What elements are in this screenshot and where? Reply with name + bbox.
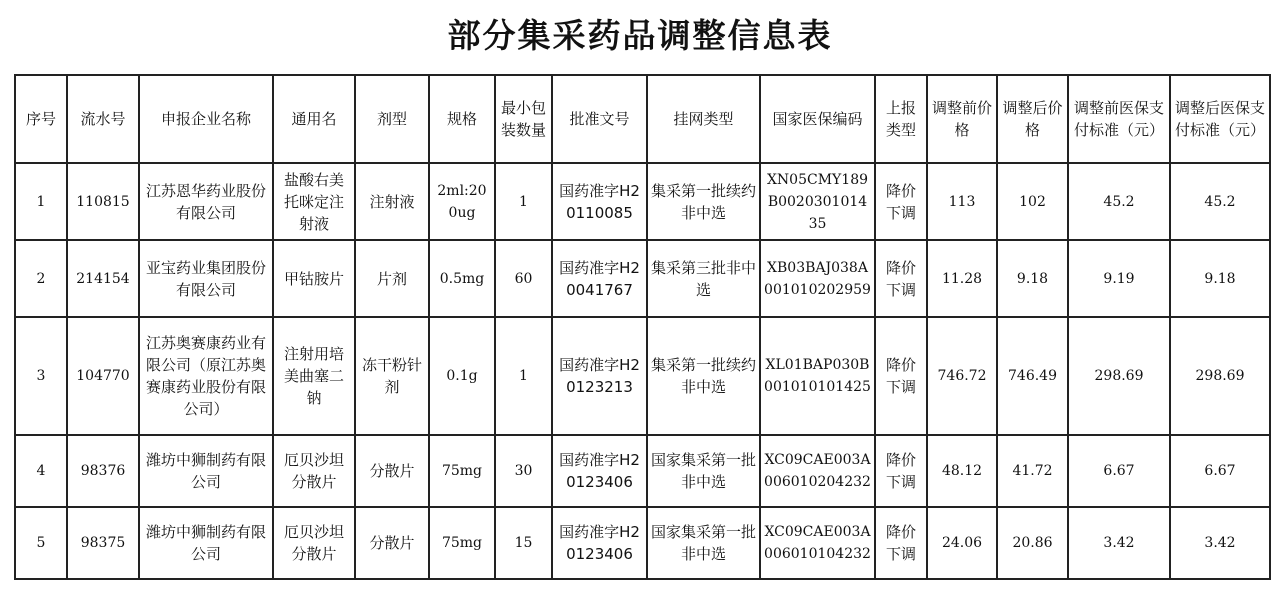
cell-insurance-code: XB03BAJ038A001010202959 [760,240,875,317]
cell-dosage-form: 分散片 [355,507,429,579]
table-row [15,507,1270,579]
cell-approval-number: 国药准字H20123213 [552,317,647,435]
cell-dosage-form: 片剂 [355,240,429,317]
cell-generic-name: 厄贝沙坦分散片 [273,507,355,579]
cell-standard-after: 6.67 [1170,435,1270,507]
cell-listing-type: 集采第一批续约非中选 [647,317,760,435]
cell-price-after: 9.18 [997,240,1068,317]
header-standard-before: 调整前医保支付标准（元） [1068,75,1170,163]
drug-adjustment-table [14,74,1271,580]
cell-dosage-form: 分散片 [355,435,429,507]
page-title: 部分集采药品调整信息表 [447,16,833,55]
cell-approval-number: 国药准字H20123406 [552,435,647,507]
cell-standard-before: 6.67 [1068,435,1170,507]
header-generic-name: 通用名 [273,75,355,163]
cell-standard-after: 45.2 [1170,163,1270,240]
cell-generic-name: 盐酸右美托咪定注射液 [273,163,355,240]
cell-serial: 110815 [67,163,139,240]
cell-report-type: 降价下调 [875,240,927,317]
cell-min-pack: 1 [495,317,552,435]
cell-listing-type: 集采第一批续约非中选 [647,163,760,240]
cell-standard-before: 45.2 [1068,163,1170,240]
cell-price-before: 48.12 [927,435,997,507]
cell-approval-number: 国药准字H20123406 [552,507,647,579]
cell-serial: 98375 [67,507,139,579]
cell-seq: 1 [15,163,67,240]
cell-serial: 214154 [67,240,139,317]
cell-generic-name: 注射用培美曲塞二钠 [273,317,355,435]
table-row [15,317,1270,435]
cell-serial: 104770 [67,317,139,435]
cell-dosage-form: 冻干粉针剂 [355,317,429,435]
cell-price-after: 20.86 [997,507,1068,579]
cell-report-type: 降价下调 [875,163,927,240]
cell-price-after: 41.72 [997,435,1068,507]
cell-standard-after: 3.42 [1170,507,1270,579]
cell-approval-number: 国药准字H20041767 [552,240,647,317]
cell-serial: 98376 [67,435,139,507]
header-listing-type: 挂网类型 [647,75,760,163]
cell-standard-before: 9.19 [1068,240,1170,317]
header-standard-after: 调整后医保支付标准（元） [1170,75,1270,163]
table-header-row [15,75,1270,163]
cell-spec: 0.5mg [429,240,495,317]
cell-generic-name: 厄贝沙坦分散片 [273,435,355,507]
cell-price-after: 746.49 [997,317,1068,435]
cell-listing-type: 集采第三批非中选 [647,240,760,317]
cell-approval-number: 国药准字H20110085 [552,163,647,240]
cell-spec: 0.1g [429,317,495,435]
cell-seq: 2 [15,240,67,317]
cell-company: 亚宝药业集团股份有限公司 [139,240,273,317]
cell-standard-after: 9.18 [1170,240,1270,317]
cell-spec: 75mg [429,507,495,579]
header-insurance-code: 国家医保编码 [760,75,875,163]
cell-min-pack: 60 [495,240,552,317]
table-row [15,163,1270,240]
cell-company: 潍坊中狮制药有限公司 [139,507,273,579]
cell-dosage-form: 注射液 [355,163,429,240]
cell-standard-before: 298.69 [1068,317,1170,435]
cell-insurance-code: XC09CAE003A006010204232 [760,435,875,507]
cell-listing-type: 国家集采第一批非中选 [647,435,760,507]
cell-standard-before: 3.42 [1068,507,1170,579]
cell-min-pack: 30 [495,435,552,507]
table-row [15,435,1270,507]
cell-price-before: 746.72 [927,317,997,435]
table-row [15,240,1270,317]
header-dosage-form: 剂型 [355,75,429,163]
cell-price-before: 113 [927,163,997,240]
cell-price-before: 24.06 [927,507,997,579]
cell-seq: 3 [15,317,67,435]
cell-seq: 4 [15,435,67,507]
header-spec: 规格 [429,75,495,163]
cell-report-type: 降价下调 [875,507,927,579]
cell-standard-after: 298.69 [1170,317,1270,435]
cell-insurance-code: XL01BAP030B001010101425 [760,317,875,435]
cell-min-pack: 1 [495,163,552,240]
header-company: 申报企业名称 [139,75,273,163]
cell-insurance-code: XC09CAE003A006010104232 [760,507,875,579]
cell-listing-type: 国家集采第一批非中选 [647,507,760,579]
cell-report-type: 降价下调 [875,317,927,435]
header-price-before: 调整前价格 [927,75,997,163]
cell-report-type: 降价下调 [875,435,927,507]
cell-insurance-code: XN05CMY189B002030101435 [760,163,875,240]
cell-price-before: 11.28 [927,240,997,317]
cell-price-after: 102 [997,163,1068,240]
cell-company: 潍坊中狮制药有限公司 [139,435,273,507]
header-price-after: 调整后价格 [997,75,1068,163]
cell-generic-name: 甲钴胺片 [273,240,355,317]
cell-spec: 2ml:200ug [429,163,495,240]
header-min-pack: 最小包装数量 [495,75,552,163]
header-report-type: 上报类型 [875,75,927,163]
cell-seq: 5 [15,507,67,579]
header-seq: 序号 [15,75,67,163]
header-approval-number: 批准文号 [552,75,647,163]
cell-company: 江苏恩华药业股份有限公司 [139,163,273,240]
cell-min-pack: 15 [495,507,552,579]
cell-spec: 75mg [429,435,495,507]
cell-company: 江苏奥赛康药业有限公司（原江苏奥赛康药业股份有限公司） [139,317,273,435]
header-serial: 流水号 [67,75,139,163]
